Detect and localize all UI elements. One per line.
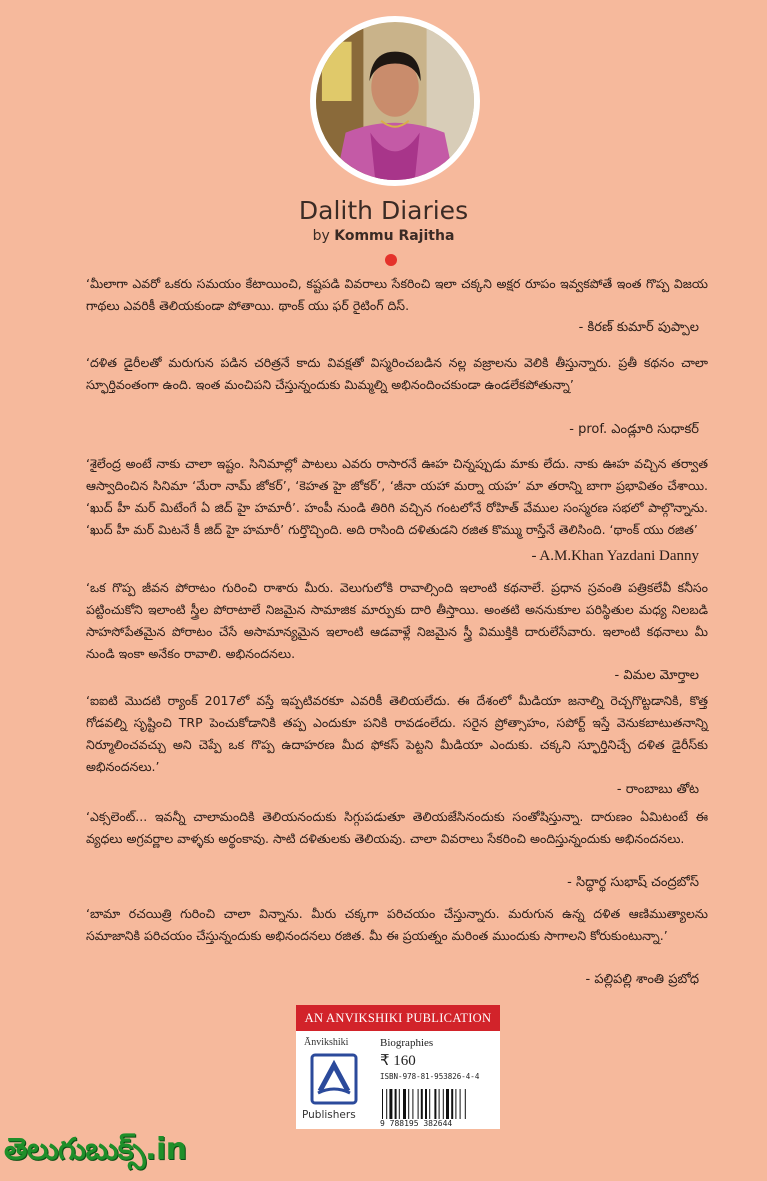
book-category: Biographies xyxy=(380,1037,434,1049)
barcode-number: 9 788195 382644 xyxy=(380,1119,453,1128)
quote-2-signature: - prof. ఎండ్లూరి సుధాకర్ xyxy=(569,422,699,437)
quote-3: ‘శైలేంద్ర అంటే నాకు చాలా ఇష్టం. సినిమాల్లో పాటలు ఎవరు రాసారనే ఊహ చిన్నప్పుడు మాకు లేదు. నాకు ఊహ వచ్చిన తర్వాత ఆస్వాదించిన సినిమా ‘మేరా నామ్ జోకర్’, ‘కెహత హై జోకర్’, ‘జీనా యహా మర్నా యహ’ మా తరాన్ని బాగా ప్రభావితం చేశాయి. ‘ఖుద్ హీ మర్ మిటేంగే ఏ జిద్ హై హమారీ’. హంపీ నుండి తిరిగి వచ్చిన గంటలోనే రోహిత్ వేముల సంస్మరణ సభలో పాల్గొన్నాను. ‘ఖుద్ హీ మర్ మిటనే కీ జిద్ హై హమారీ’ గుర్తొచ్చింది. అది రాసింది దళితుడని రజిత కొమ్ము రాస్తేనే తెలిసింది. ‘థాంక్ యు రజిత’ xyxy=(86,456,708,537)
quote-1-signature: - కిరణ్ కుమార్ పుప్పాల xyxy=(578,320,699,335)
book-title: Dalith Diaries xyxy=(298,196,469,225)
author-byline xyxy=(0,228,767,244)
by-label: by xyxy=(312,228,330,244)
quote-2: ‘దళిత డైరీలతో మరుగున పడిన చరిత్రనే కాదు వివక్షతో విస్మరించబడిన నల్ల వజ్రాలను వెలికి తీస్తున్నారు. ప్రతీ కథనం చాలా స్ఫూర్తివంతంగా ఉంది. ఇంత మంచిపని చేస్తున్నందుకు మిమ్మల్ని అభినందించకుండా ఉండలేకపోతున్నా’ xyxy=(86,355,708,392)
quote-4-signature: - విమల మోర్తాల xyxy=(614,668,699,683)
quote-6: ‘ఎక్సలెంట్... ఇవన్నీ చాలామందికి తెలియనందుకు సిగ్గుపడుతూ తెలియజేసినందుకు సంతోషిస్తున్నా. దారుణం ఏమిటంటే ఈ వ్యధలు అగ్రవర్ణాల వాళ్ళకు అర్థంకావు. సాటి దళితులకు తెలియవు. చాలా వివరాలు సేకరించి అందిస్తున్నందుకు అభినందనలు. xyxy=(86,809,708,846)
quote-6-signature: - సిద్ధార్థ సుభాష్ చంద్రబోస్ xyxy=(567,875,699,890)
quote-5: ‘ఐఐటి మొదటి ర్యాంక్ 2017లో వస్తే ఇప్పటివరకూ ఎవరికీ తెలియలేదు. ఈ దేశంలో మీడియా జనాల్ని రెచ్చగొట్టడానికి, కొత్త గోడవల్ని సృష్టించి TRP పెంచుకోడానికి తప్ప ఎందుకూ పనికి రావడంలేదు. సరైన ప్రోత్సాహం, సపోర్ట్ ఇస్తే వెనుకబాటుతనాన్ని నిర్మూలించవచ్చు అని చెప్పే ఒక గొప్ప ఉదాహరణ మీద ఫోకస్ పెట్టని మీడియా ఎందుకు. చక్కని స్ఫూర్తినిచ్చే దళిత డైరీస్‌కు అభినందనలు.’ xyxy=(86,693,708,774)
book-logo-icon xyxy=(310,1053,358,1105)
book-isbn: ISBN-978-81-953826-4-4 xyxy=(380,1072,480,1081)
author-photo xyxy=(310,16,480,186)
publisher-box xyxy=(296,1005,500,1129)
publisher-label: Publishers xyxy=(302,1109,356,1121)
quote-4: ‘ఒక గొప్ప జీవన పోరాటం గురించి రాశారు మీరు. వెలుగులోకి రావాల్సింది ఇలాంటి కథనాలే. ప్రధాన స్రవంతి పత్రికలేవీ కనీసం పట్టించుకోని ఇలాంటి స్త్రీల పోరాటాలే నిజమైన సామాజిక మార్పుకు దారి తీస్తాయి. అంతటి అననుకూల పరిస్థితుల మధ్య నిలబడి సాహసోపేతమైన పోరాటం చేసే అసామాన్యమైన ఇలాంటి ఆడవాళ్లే నిజమైన స్త్రీ విముక్తికి దారులేసేవారు. ఇలాంటి కథనాలు మీ నుండి ఇంకా అనేకం రావాలి. అభినందనలు. xyxy=(86,580,708,661)
quote-3-signature: - A.M.Khan Yazdani Danny xyxy=(531,548,699,564)
quote-5-signature: - రాంబాబు తోట xyxy=(616,782,699,797)
publisher-banner: AN ANVIKSHIKI PUBLICATION xyxy=(296,1005,500,1031)
site-watermark: తెలుగుబుక్స్.in xyxy=(4,1132,187,1167)
author-portrait-image xyxy=(316,22,474,180)
publisher-brand: Ānvikshiki xyxy=(304,1037,349,1048)
publisher-info xyxy=(380,1037,496,1081)
quote-7-signature: - పల్లిపల్లి శాంతి ప్రబోధ xyxy=(585,972,699,987)
quote-1: ‘మీలాగా ఎవరో ఒకరు సమయం కేటాయించి, కష్టపడి వివరాలు సేకరించి ఇలా చక్కని అక్షర రూపం ఇవ్వకపోతే ఇంత గొప్ప విజయ గాథలు ఎవరికీ తెలియకుండా పోతాయి. థాంక్ యు ఫర్ రైటింగ్ దిస్. xyxy=(86,276,708,313)
red-dot-ornament xyxy=(385,254,397,266)
barcode-icon xyxy=(380,1089,492,1119)
author-name: Kommu Rajitha xyxy=(334,228,455,244)
quote-7: ‘బామా రచయిత్రి గురించి చాలా విన్నాను. మీరు చక్కగా పరిచయం చేస్తున్నారు. మరుగున ఉన్న దళిత ఆణిముత్యాలను సమాజానికి పరిచయం చేస్తున్నందుకు అభినందనలు రజిత. మీ ఈ ప్రయత్నం మరింత ముందుకు సాగాలని కోరుకుంటున్నా.’ xyxy=(86,906,708,943)
publisher-logo xyxy=(300,1035,368,1125)
book-price: ₹ 160 xyxy=(380,1053,416,1069)
